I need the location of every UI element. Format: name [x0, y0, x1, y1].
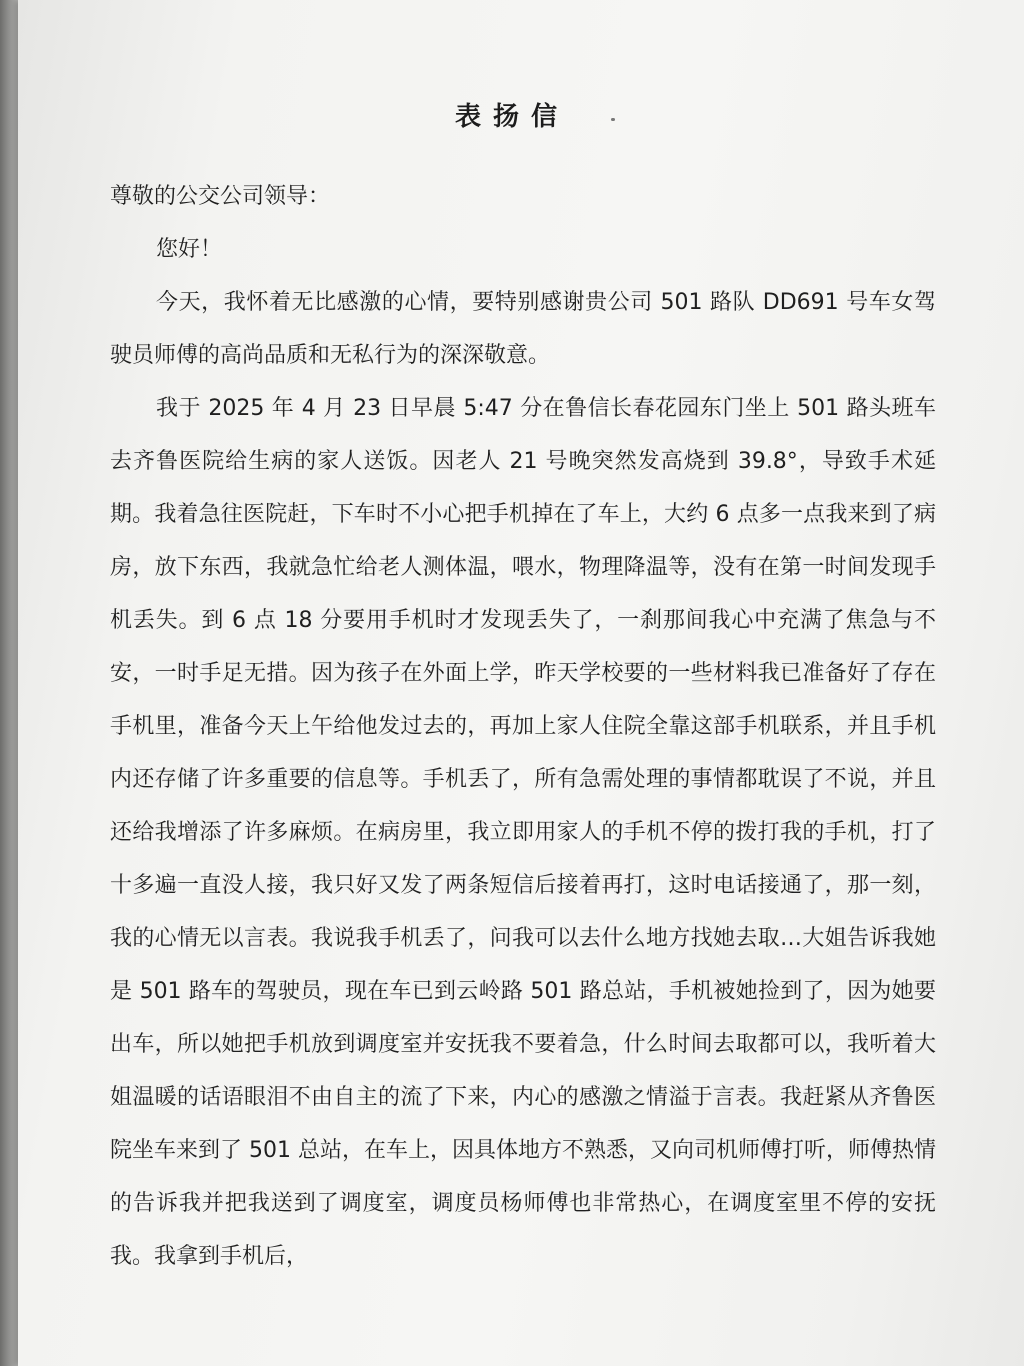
page-shadow-edge: [0, 0, 18, 1366]
salutation: 尊敬的公交公司领导：: [110, 184, 331, 209]
letter-title: 表扬信: [454, 102, 569, 132]
paragraph-story: 我于 2025 年 4 月 23 日早晨 5:47 分在鲁信长春花园东门坐上 501 路头班车去齐鲁医院给生病的家人送饭。因老人 21 号晚突然发高烧到 39.8°，导致手术延期。我着急往医院赶，下车时不小心把手机掉在了车上，大约 6 点多一点我来到了病房，放下东西，我就急忙给老人测体温，喂水，物理降温等，没有在第一时间发现手机丢失。到 6 点 18 分要用手机时才发现丢失了，一刹那间我心中充满了焦急与不安，一时手足无措。因为孩子在外面上学，昨天学校要的一些材料我已准备好了存在手机里，准备今天上午给他发过去的，再加上家人住院全靠这部手机联系，并且手机内还存储了许多重要的信息等。手机丢了，所有急需处理的事情都耽误了不说，并且还给我增添了许多麻烦。在病房里，我立即用家人的手机不停的拨打我的手机，打了十多遍一直没人接，我只好又发了两条短信后接着再打，这时电话接通了，那一刻，我的心情无以言表。我说我手机丢了，问我可以去什么地方找她去取…大姐告诉我她是 501 路车的驾驶员，现在车已到云岭路 501 路总站，手机被她捡到了，因为她要出车，所以她把手机放到调度室并安抚我不要着急，什么时间去取都可以，我听着大姐温暖的话语眼泪不由自主的流了下来，内心的感激之情溢于言表。我赶紧从齐鲁医院坐车来到了 501 总站，在车上，因具体地方不熟悉，又向司机师傅打听，师傅热情的告诉我并把我送到了调度室，调度员杨师傅也非常热心，在调度室里不停的安抚我。我拿到手机后，: [110, 396, 936, 1269]
greeting: 您好！: [156, 237, 223, 262]
paragraph-thanks: 今天，我怀着无比感激的心情，要特别感谢贵公司 501 路队 DD691 号车女驾驶员师傅的高尚品质和无私行为的深深敬意。: [110, 290, 936, 368]
letter-body: [110, 170, 936, 1283]
